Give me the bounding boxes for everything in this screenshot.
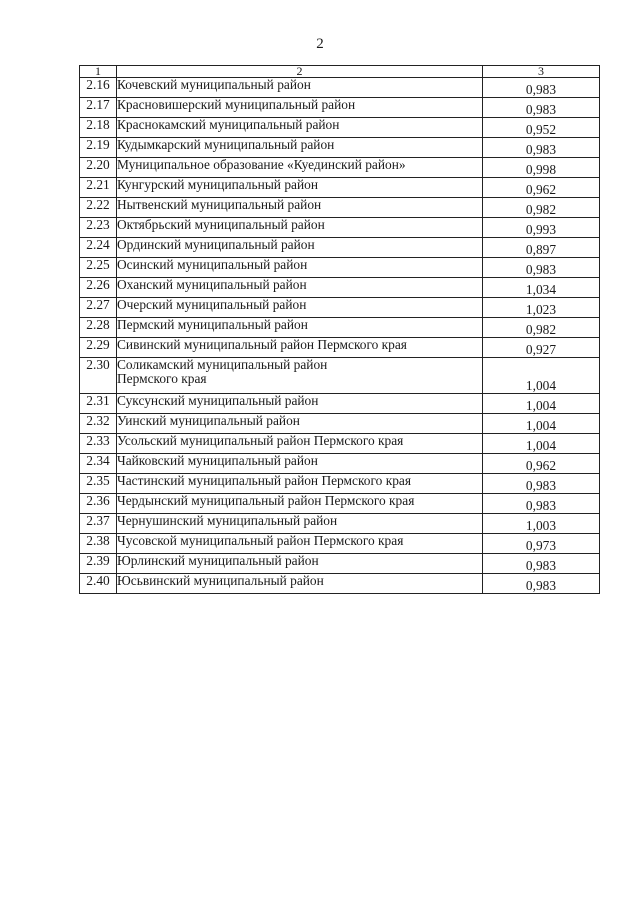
- municipality-cell: [117, 158, 483, 178]
- row-number: 2.40: [80, 574, 117, 594]
- row-number: 2.26: [80, 278, 117, 298]
- municipality-name: Очерский муниципальный район: [117, 297, 307, 312]
- table-row: [80, 238, 600, 258]
- municipality-cell: [117, 574, 483, 594]
- municipality-name: Юсьвинский муниципальный район: [117, 573, 324, 588]
- table-row: [80, 78, 600, 98]
- row-number: 2.17: [80, 98, 117, 118]
- municipality-cell: [117, 338, 483, 358]
- table-row: [80, 138, 600, 158]
- municipality-cell: [117, 78, 483, 98]
- row-number: 2.18: [80, 118, 117, 138]
- coefficient-value: 0,897: [483, 238, 600, 258]
- table-row: [80, 258, 600, 278]
- municipality-cell: [117, 258, 483, 278]
- row-number: 2.21: [80, 178, 117, 198]
- table-row: [80, 178, 600, 198]
- coefficient-value: 1,004: [483, 358, 600, 394]
- municipality-name: Красновишерский муниципальный район: [117, 97, 356, 112]
- municipality-name: Кочевский муниципальный район: [117, 77, 311, 92]
- municipality-cell: [117, 318, 483, 338]
- coefficient-value: 0,962: [483, 178, 600, 198]
- coefficient-value: 0,973: [483, 534, 600, 554]
- municipality-cell: [117, 118, 483, 138]
- municipality-cell: [117, 474, 483, 494]
- table-row: [80, 454, 600, 474]
- coefficient-value: 1,034: [483, 278, 600, 298]
- row-number: 2.39: [80, 554, 117, 574]
- municipality-name: Осинский муниципальный район: [117, 257, 308, 272]
- municipality-name: Частинский муниципальный район Пермского края: [117, 473, 411, 488]
- municipality-name: Оханский муниципальный район: [117, 277, 307, 292]
- coefficient-value: 0,983: [483, 494, 600, 514]
- municipality-name: Нытвенский муниципальный район: [117, 197, 322, 212]
- municipality-name: Чайковский муниципальный район: [117, 453, 318, 468]
- coefficient-value: 1,003: [483, 514, 600, 534]
- row-number: 2.36: [80, 494, 117, 514]
- coefficient-value: 0,982: [483, 318, 600, 338]
- municipality-name: Чердынский муниципальный район Пермского края: [117, 493, 415, 508]
- coefficient-value: 1,004: [483, 394, 600, 414]
- table-row: [80, 514, 600, 534]
- table-row: [80, 318, 600, 338]
- municipality-cell: [117, 434, 483, 454]
- table-row: [80, 358, 600, 394]
- header-col-3: 3: [483, 66, 600, 78]
- row-number: 2.34: [80, 454, 117, 474]
- table-row: [80, 534, 600, 554]
- header-row: [80, 66, 600, 78]
- municipality-cell: [117, 298, 483, 318]
- municipality-cell: [117, 414, 483, 434]
- table-row: [80, 474, 600, 494]
- row-number: 2.22: [80, 198, 117, 218]
- coefficient-value: 0,983: [483, 98, 600, 118]
- row-number: 2.23: [80, 218, 117, 238]
- municipality-name: Муниципальное образование «Куединский район»: [117, 157, 406, 172]
- table-row: [80, 554, 600, 574]
- row-number: 2.38: [80, 534, 117, 554]
- row-number: 2.32: [80, 414, 117, 434]
- municipality-cell: [117, 178, 483, 198]
- table-body: [80, 78, 600, 594]
- table-row: [80, 198, 600, 218]
- municipality-name: Усольский муниципальный район Пермского края: [117, 433, 404, 448]
- municipality-name: Суксунский муниципальный район: [117, 393, 319, 408]
- municipality-cell: [117, 394, 483, 414]
- coefficient-value: 0,962: [483, 454, 600, 474]
- coefficient-value: 0,998: [483, 158, 600, 178]
- municipality-name: Пермский муниципальный район: [117, 317, 308, 332]
- municipality-cell: [117, 138, 483, 158]
- table-row: [80, 218, 600, 238]
- municipality-cell: [117, 454, 483, 474]
- row-number: 2.30: [80, 358, 117, 394]
- municipality-name: Сивинский муниципальный район Пермского края: [117, 337, 407, 352]
- municipality-cell: [117, 278, 483, 298]
- municipality-name: Чернушинский муниципальный район: [117, 513, 338, 528]
- municipality-name: Краснокамский муниципальный район: [117, 117, 340, 132]
- row-number: 2.35: [80, 474, 117, 494]
- table-row: [80, 394, 600, 414]
- coefficient-value: 0,982: [483, 198, 600, 218]
- coefficient-value: 0,983: [483, 554, 600, 574]
- municipality-name: Юрлинский муниципальный район: [117, 553, 319, 568]
- row-number: 2.16: [80, 78, 117, 98]
- municipality-name: Соликамский муниципальный район Пермского края: [117, 357, 328, 387]
- coefficient-value: 0,983: [483, 138, 600, 158]
- row-number: 2.25: [80, 258, 117, 278]
- municipality-name: Чусовской муниципальный район Пермского края: [117, 533, 404, 548]
- row-number: 2.20: [80, 158, 117, 178]
- table-row: [80, 118, 600, 138]
- municipality-cell: [117, 514, 483, 534]
- municipality-name: Кудымкарский муниципальный район: [117, 137, 335, 152]
- coefficient-value: 0,952: [483, 118, 600, 138]
- header-col-1: 1: [80, 66, 117, 78]
- table-row: [80, 338, 600, 358]
- row-number: 2.29: [80, 338, 117, 358]
- row-number: 2.24: [80, 238, 117, 258]
- coefficient-value: 0,927: [483, 338, 600, 358]
- row-number: 2.37: [80, 514, 117, 534]
- row-number: 2.31: [80, 394, 117, 414]
- table-row: [80, 414, 600, 434]
- coefficient-value: 0,983: [483, 78, 600, 98]
- table-row: [80, 278, 600, 298]
- table-row: [80, 158, 600, 178]
- coefficient-table: [79, 65, 600, 594]
- coefficient-value: 0,983: [483, 474, 600, 494]
- table-row: [80, 298, 600, 318]
- coefficient-value: 1,023: [483, 298, 600, 318]
- table-header: [80, 66, 600, 78]
- municipality-cell: [117, 218, 483, 238]
- row-number: 2.28: [80, 318, 117, 338]
- page-number: 2: [316, 36, 324, 52]
- municipality-cell: [117, 534, 483, 554]
- coefficient-value: 0,983: [483, 258, 600, 278]
- municipality-cell: [117, 494, 483, 514]
- municipality-name: Уинский муниципальный район: [117, 413, 300, 428]
- coefficient-value: 1,004: [483, 414, 600, 434]
- municipality-cell: [117, 554, 483, 574]
- municipality-cell: [117, 358, 483, 394]
- municipality-name: Кунгурский муниципальный район: [117, 177, 318, 192]
- table-row: [80, 494, 600, 514]
- coefficient-value: 0,983: [483, 574, 600, 594]
- row-number: 2.33: [80, 434, 117, 454]
- coefficient-value: 0,993: [483, 218, 600, 238]
- table-row: [80, 574, 600, 594]
- municipality-cell: [117, 198, 483, 218]
- row-number: 2.27: [80, 298, 117, 318]
- municipality-cell: [117, 238, 483, 258]
- municipality-name: Ординский муниципальный район: [117, 237, 315, 252]
- row-number: 2.19: [80, 138, 117, 158]
- header-col-2: 2: [117, 66, 483, 78]
- coefficient-value: 1,004: [483, 434, 600, 454]
- table-row: [80, 98, 600, 118]
- municipality-cell: [117, 98, 483, 118]
- municipality-name: Октябрьский муниципальный район: [117, 217, 325, 232]
- table-row: [80, 434, 600, 454]
